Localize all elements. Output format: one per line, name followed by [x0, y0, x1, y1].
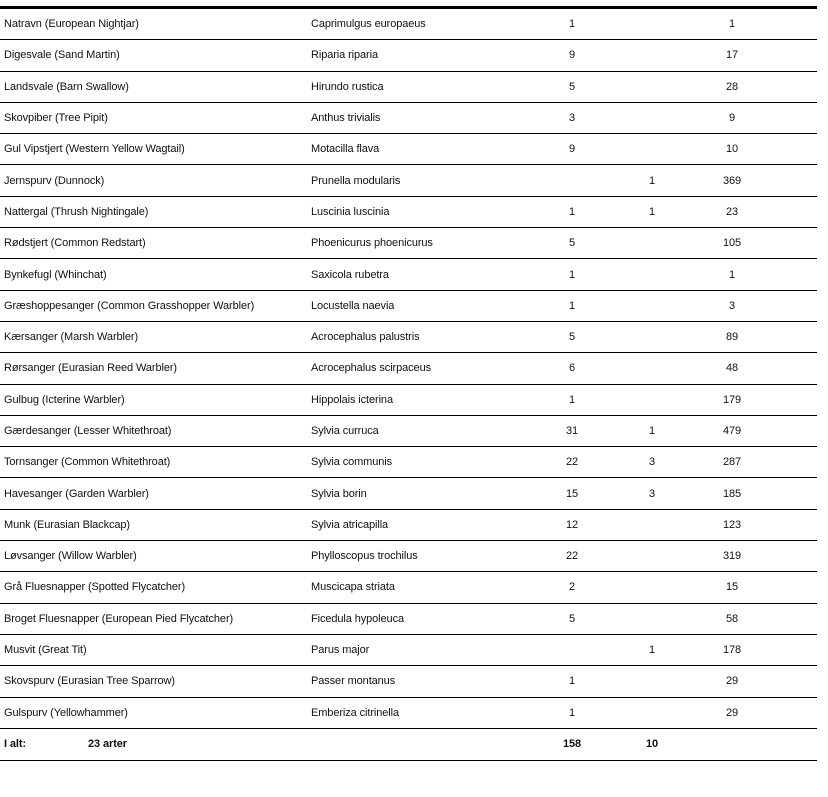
count-a: 3: [568, 112, 576, 125]
table-row: [0, 541, 817, 572]
count-c: 1: [728, 18, 736, 31]
count-c: 287: [722, 456, 742, 469]
latin-name: Sylvia atricapilla: [311, 518, 389, 531]
count-a: 12: [565, 518, 579, 531]
total-label: I alt:: [4, 738, 27, 751]
total-species-count: 23 arter: [88, 738, 127, 751]
table-row: [0, 197, 817, 228]
count-c: 17: [725, 49, 739, 62]
latin-name: Sylvia communis: [311, 456, 393, 469]
species-name: Musvit (Great Tit): [4, 644, 87, 657]
count-c: 179: [722, 393, 742, 406]
count-b: 1: [648, 174, 656, 187]
species-name: Skovspurv (Eurasian Tree Sparrow): [4, 675, 175, 688]
species-name: Natravn (European Nightjar): [4, 18, 139, 31]
count-c: 1: [728, 268, 736, 281]
count-a: 1: [568, 675, 576, 688]
table-row: [0, 698, 817, 729]
count-c: 29: [725, 706, 739, 719]
species-name: Kærsanger (Marsh Warbler): [4, 331, 139, 344]
species-name: Rødstjert (Common Redstart): [4, 237, 146, 250]
species-name: Havesanger (Garden Warbler): [4, 487, 149, 500]
count-a: 1: [568, 268, 576, 281]
latin-name: Anthus trivialis: [311, 112, 381, 125]
total-b: 10: [645, 738, 659, 751]
table-row: [0, 604, 817, 635]
count-a: 5: [568, 331, 576, 344]
table-row: [0, 353, 817, 384]
table-row: [0, 385, 817, 416]
latin-name: Phylloscopus trochilus: [311, 550, 418, 563]
count-a: 5: [568, 80, 576, 93]
count-a: 9: [568, 49, 576, 62]
latin-name: Emberiza citrinella: [311, 706, 399, 719]
count-b: 1: [648, 644, 656, 657]
species-name: Græshoppesanger (Common Grasshopper Warbler): [4, 299, 255, 312]
count-a: 15: [565, 487, 579, 500]
species-name: Tornsanger (Common Whitethroat): [4, 456, 171, 469]
count-a: 1: [568, 393, 576, 406]
count-c: 3: [728, 299, 736, 312]
count-a: 1: [568, 205, 576, 218]
count-a: 1: [568, 299, 576, 312]
species-name: Gulspurv (Yellowhammer): [4, 706, 128, 719]
species-name: Gul Vipstjert (Western Yellow Wagtail): [4, 143, 185, 156]
table-row: [0, 165, 817, 196]
total-row: [0, 729, 817, 761]
species-name: Grå Fluesnapper (Spotted Flycatcher): [4, 581, 186, 594]
table-row: [0, 416, 817, 447]
species-name: Løvsanger (Willow Warbler): [4, 550, 137, 563]
species-name: Gærdesanger (Lesser Whitethroat): [4, 425, 172, 437]
count-b: 1: [648, 425, 656, 437]
count-c: 15: [725, 581, 739, 594]
latin-name: Hippolais icterina: [311, 393, 393, 406]
count-c: 58: [725, 612, 739, 625]
count-a: 5: [568, 237, 576, 250]
count-c: 369: [722, 174, 742, 187]
table-row: [0, 9, 817, 40]
species-name: Jernspurv (Dunnock): [4, 174, 105, 187]
latin-name: Prunella modularis: [311, 174, 401, 187]
latin-name: Ficedula hypoleuca: [311, 612, 404, 625]
species-name: Rørsanger (Eurasian Reed Warbler): [4, 362, 177, 375]
latin-name: Motacilla flava: [311, 143, 380, 156]
latin-name: Acrocephalus palustris: [311, 331, 420, 344]
count-c: 105: [722, 237, 742, 250]
count-a: 22: [565, 550, 579, 563]
count-c: 178: [722, 644, 742, 657]
latin-name: Luscinia luscinia: [311, 205, 390, 218]
count-c: 23: [725, 205, 739, 218]
latin-name: Parus major: [311, 644, 370, 657]
table-row: [0, 291, 817, 322]
count-c: 479: [722, 425, 742, 437]
table-row: [0, 134, 817, 165]
count-c: 185: [722, 487, 742, 500]
species-name: Munk (Eurasian Blackcap): [4, 518, 130, 531]
table-row: [0, 666, 817, 697]
species-name: Landsvale (Barn Swallow): [4, 80, 129, 93]
count-a: 31: [565, 425, 579, 437]
species-name: Nattergal (Thrush Nightingale): [4, 205, 149, 218]
table-row: [0, 447, 817, 478]
count-a: 6: [568, 362, 576, 375]
count-a: 1: [568, 706, 576, 719]
table-row: [0, 322, 817, 353]
total-a: 158: [562, 738, 582, 751]
species-name: Gulbug (Icterine Warbler): [4, 393, 125, 406]
latin-name: Caprimulgus europaeus: [311, 18, 426, 31]
count-b: 3: [648, 456, 656, 469]
latin-name: Saxicola rubetra: [311, 268, 389, 281]
count-c: 123: [722, 518, 742, 531]
latin-name: Passer montanus: [311, 675, 396, 688]
count-c: 9: [728, 112, 736, 125]
latin-name: Hirundo rustica: [311, 80, 384, 93]
table-row: [0, 103, 817, 134]
count-c: 319: [722, 550, 742, 563]
count-a: 2: [568, 581, 576, 594]
table-body: [0, 9, 817, 729]
table-row: [0, 572, 817, 603]
count-c: 48: [725, 362, 739, 375]
count-c: 89: [725, 331, 739, 344]
species-name: Digesvale (Sand Martin): [4, 49, 120, 62]
latin-name: Sylvia borin: [311, 487, 367, 500]
latin-name: Muscicapa striata: [311, 581, 395, 594]
table-row: [0, 259, 817, 290]
count-a: 9: [568, 143, 576, 156]
count-c: 28: [725, 80, 739, 93]
count-b: 1: [648, 205, 656, 218]
table-row: [0, 635, 817, 666]
count-b: 3: [648, 487, 656, 500]
table-row: [0, 72, 817, 103]
count-c: 10: [725, 143, 739, 156]
latin-name: Phoenicurus phoenicurus: [311, 237, 433, 250]
species-name: Skovpiber (Tree Pipit): [4, 112, 108, 125]
latin-name: Sylvia curruca: [311, 425, 379, 437]
table-row: [0, 478, 817, 509]
latin-name: Riparia riparia: [311, 49, 378, 62]
table-row: [0, 228, 817, 259]
species-name: Bynkefugl (Whinchat): [4, 268, 107, 281]
table-row: [0, 40, 817, 71]
table-row: [0, 510, 817, 541]
count-a: 1: [568, 18, 576, 31]
latin-name: Locustella naevia: [311, 299, 395, 312]
count-a: 5: [568, 612, 576, 625]
latin-name: Acrocephalus scirpaceus: [311, 362, 431, 375]
count-c: 29: [725, 675, 739, 688]
count-a: 22: [565, 456, 579, 469]
species-name: Broget Fluesnapper (European Pied Flycatcher): [4, 612, 234, 625]
